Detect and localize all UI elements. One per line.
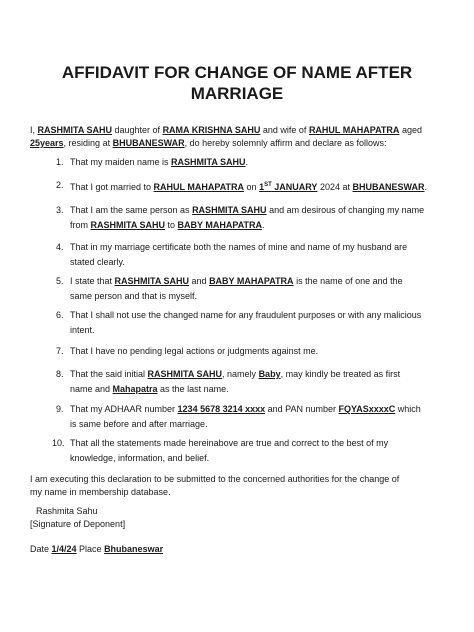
list-item bbox=[56, 274, 430, 303]
item-text: and bbox=[189, 276, 210, 286]
item-number: 8. bbox=[56, 369, 64, 379]
husband-name: RAHUL MAHAPATRA bbox=[308, 125, 400, 135]
item-text: same person and that is myself. bbox=[70, 290, 198, 301]
item-text: on bbox=[244, 182, 260, 192]
new-name: BABY MAHAPATRA bbox=[209, 276, 294, 286]
residence-place: BHUBANESWAR bbox=[112, 137, 185, 148]
list-item bbox=[56, 367, 430, 396]
item-number: 9. bbox=[56, 404, 64, 414]
title-line-2: MARRIAGE bbox=[190, 84, 284, 103]
item-text: That I shall not use the changed name for any fraudulent purposes or with any malicious bbox=[70, 310, 422, 320]
item-text: I state that bbox=[70, 276, 115, 286]
husband-name: RAHUL MAHAPATRA bbox=[153, 182, 245, 192]
item-text: stated clearly. bbox=[70, 256, 125, 267]
date-place-line bbox=[30, 544, 163, 554]
first-name: Baby bbox=[258, 369, 281, 379]
list-item bbox=[56, 308, 430, 337]
last-name: Mahapatra bbox=[112, 383, 158, 394]
item-text: . bbox=[424, 182, 427, 192]
signature-label: [Signature of Deponent] bbox=[30, 519, 126, 529]
intro-text: daughter of bbox=[112, 125, 163, 135]
item-text: That all the statements made hereinabove are true and correct to the best of my bbox=[70, 438, 389, 448]
intro-text: , residing at bbox=[63, 137, 113, 148]
item-text: intent. bbox=[70, 324, 95, 335]
list-item bbox=[56, 178, 430, 195]
item-number: 5. bbox=[56, 276, 64, 286]
new-name: BABY MAHAPATRA bbox=[177, 219, 263, 230]
intro-text: and wife of bbox=[260, 125, 309, 135]
list-item bbox=[52, 436, 430, 465]
day-suffix: ST bbox=[264, 182, 272, 188]
item-number: 1. bbox=[56, 157, 64, 167]
closing-paragraph bbox=[30, 473, 446, 498]
item-number: 2. bbox=[56, 180, 64, 190]
intro-text: I, bbox=[30, 125, 38, 135]
item-text: from bbox=[70, 219, 91, 230]
item-text: 2024 at bbox=[317, 182, 353, 192]
marriage-day: 1 bbox=[259, 182, 265, 192]
title-line-1: AFFIDAVIT FOR CHANGE OF NAME AFTER bbox=[61, 63, 413, 82]
father-name: RAMA KRISHNA SAHU bbox=[162, 125, 261, 135]
item-text: That my ADHAAR number bbox=[70, 404, 178, 414]
item-text: . bbox=[245, 157, 249, 167]
item-text: which bbox=[395, 404, 421, 414]
intro-text: , do hereby solemnly affirm and declare as follows: bbox=[184, 137, 387, 148]
item-text: That I am the same person as bbox=[70, 205, 193, 215]
place-label: Place bbox=[76, 544, 105, 554]
item-text: , may kindly be treated as first bbox=[280, 369, 401, 379]
item-number: 3. bbox=[56, 205, 64, 215]
marriage-place: BHUBANESWAR bbox=[352, 182, 425, 192]
current-name: RASHMITA SAHU bbox=[192, 205, 267, 215]
current-name: RASHMITA SAHU bbox=[114, 276, 190, 286]
list-item bbox=[56, 240, 430, 269]
item-text: as the last name. bbox=[157, 383, 229, 394]
deponent-name: RASHMITA SAHU bbox=[37, 125, 113, 135]
item-text: , namely bbox=[222, 369, 259, 379]
signer-name: Rashmita Sahu bbox=[36, 506, 98, 516]
item-text: is same before and after marriage. bbox=[70, 418, 208, 429]
list-item bbox=[56, 344, 430, 359]
item-text: is the name of one and the bbox=[293, 276, 403, 286]
item-text: That in my marriage certificate both the names of mine and name of my husband are bbox=[70, 242, 408, 252]
deponent-age: 25years bbox=[30, 137, 64, 148]
item-number: 7. bbox=[56, 346, 64, 356]
maiden-name: RASHMITA SAHU bbox=[171, 157, 246, 167]
item-text: That I have no pending legal actions or judgments against me. bbox=[70, 346, 319, 356]
item-text: That I got married to bbox=[70, 182, 154, 192]
pan-number: FQYASxxxxC bbox=[338, 404, 396, 414]
date-value: 1/4/24 bbox=[51, 544, 77, 554]
item-number: 10. bbox=[52, 438, 65, 448]
list-item bbox=[56, 402, 430, 431]
item-text: . bbox=[262, 219, 265, 230]
item-text: That my maiden name is bbox=[70, 157, 172, 167]
intro-paragraph bbox=[30, 124, 446, 149]
item-text: knowledge, information, and belief. bbox=[70, 452, 210, 463]
place-value: Bhubaneswar bbox=[104, 544, 164, 554]
current-name: RASHMITA SAHU bbox=[90, 219, 166, 230]
item-number: 4. bbox=[56, 242, 64, 252]
item-text: and am desirous of changing my name bbox=[266, 205, 425, 215]
current-name: RASHMITA SAHU bbox=[147, 369, 223, 379]
list-item bbox=[56, 203, 430, 232]
marriage-month: JANUARY bbox=[271, 182, 318, 192]
intro-text: aged bbox=[399, 125, 422, 135]
closing-line: my name in membership database. bbox=[30, 486, 171, 497]
closing-line: I am executing this declaration to be submitted to the concerned authorities for the change of bbox=[30, 474, 400, 484]
list-item bbox=[56, 155, 430, 170]
item-number: 6. bbox=[56, 310, 64, 320]
date-label: Date bbox=[30, 544, 52, 554]
aadhaar-number: 1234 5678 3214 xxxx bbox=[177, 404, 266, 414]
item-text: That the said initial bbox=[70, 369, 148, 379]
item-text: name and bbox=[70, 383, 113, 394]
document-title bbox=[40, 62, 434, 104]
item-text: to bbox=[165, 219, 178, 230]
item-text: and PAN number bbox=[265, 404, 339, 414]
